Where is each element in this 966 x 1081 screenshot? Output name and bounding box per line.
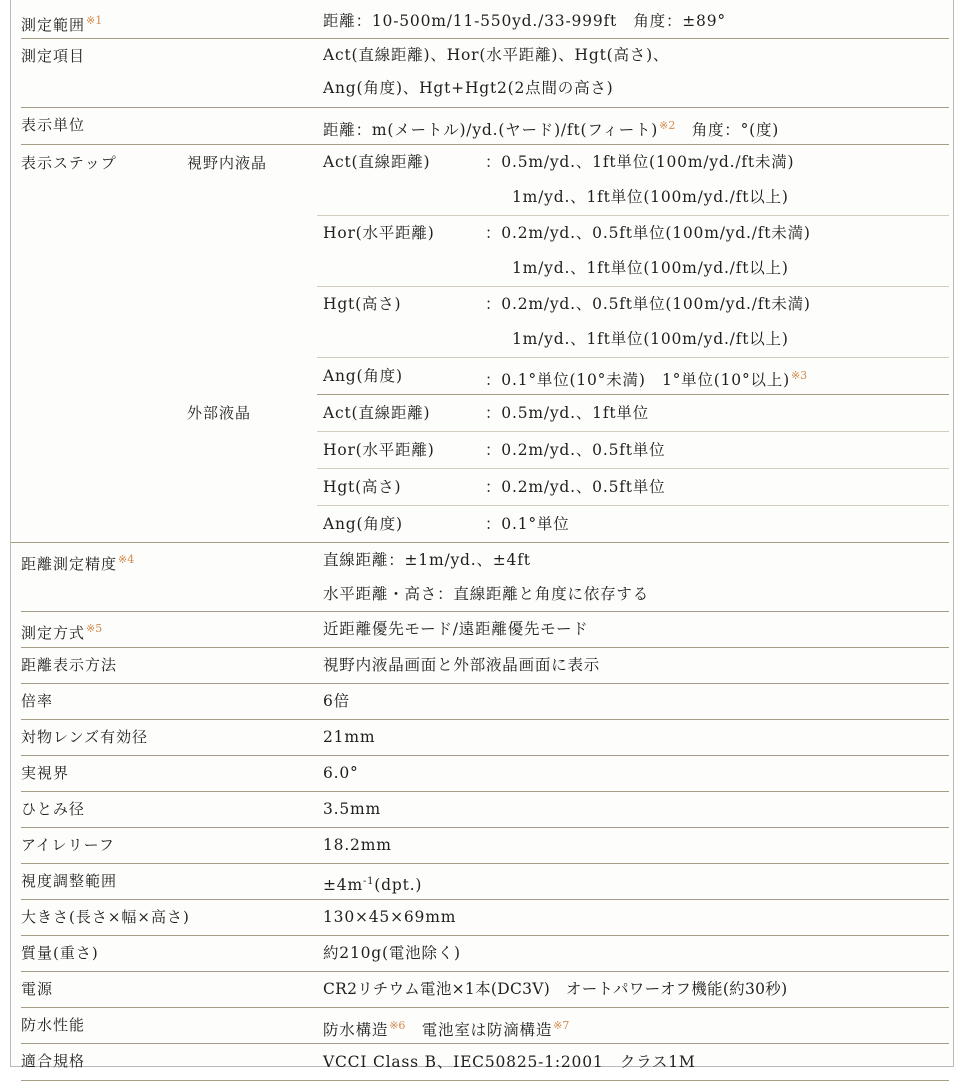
row-label: 表示ステップ xyxy=(21,154,117,172)
spec-row-power xyxy=(21,972,949,1008)
spec-row-weight xyxy=(21,936,949,972)
step-mode: Act(直線距離) xyxy=(323,404,431,422)
step-value-line2: 1m/yd.、1ft単位(100m/yd./ft以上) xyxy=(512,259,789,277)
row-label: アイレリーフ xyxy=(21,836,115,854)
row-label: 防水性能 xyxy=(21,1016,86,1034)
step-item xyxy=(317,287,949,358)
step-value: ：0.1°単位 xyxy=(485,515,570,533)
step-mode: Ang(角度) xyxy=(323,367,403,385)
step-mode: Hgt(高さ) xyxy=(323,295,402,313)
row-label: 電源 xyxy=(21,980,54,998)
spec-row-display-step xyxy=(21,145,949,543)
spec-row-accuracy xyxy=(21,543,949,612)
spec-row-items xyxy=(21,39,949,108)
row-value: 近距離優先モード/遠距離優先モード xyxy=(323,620,589,638)
spec-sheet xyxy=(10,0,954,1071)
step-mode: Ang(角度) xyxy=(323,515,403,533)
spec-table xyxy=(21,4,949,1081)
row-label: 質量(重さ) xyxy=(21,944,99,962)
row-value: CR2リチウム電池×1本(DC3V) オートパワーオフ機能(約30秒) xyxy=(323,980,788,998)
step-mode: Hor(水平距離) xyxy=(323,224,435,242)
spec-row-range xyxy=(21,4,949,39)
spec-row-dimensions xyxy=(21,900,949,936)
row-label: 倍率 xyxy=(21,692,54,710)
row-label: 実視界 xyxy=(21,764,70,782)
step-group-external-lcd: 外部液晶 xyxy=(187,404,252,422)
step-value: ：0.1°単位(10°未満) 1°単位(10°以上)$^{※3}$ xyxy=(485,369,808,389)
spec-row-standards xyxy=(21,1044,949,1081)
spec-row-objective-lens xyxy=(21,720,949,756)
spec-row-diopter xyxy=(21,864,949,900)
step-value: ：0.2m/yd.、0.5ft単位 xyxy=(485,441,666,459)
spec-row-method xyxy=(21,612,949,648)
step-item xyxy=(11,506,949,543)
row-value: 3.5mm xyxy=(323,800,382,818)
row-label: 測定項目 xyxy=(21,47,86,65)
step-value: ：0.2m/yd.、0.5ft単位(100m/yd./ft未満) xyxy=(485,224,811,242)
step-item xyxy=(317,432,949,469)
spec-row-magnification xyxy=(21,684,949,720)
row-value: 距離：10-500m/11-550yd./33-999ft 角度：±89° xyxy=(323,12,726,30)
step-item xyxy=(317,469,949,506)
row-value: 約210g(電池除く) xyxy=(323,944,461,962)
step-value-line2: 1m/yd.、1ft単位(100m/yd./ft以上) xyxy=(512,330,789,348)
step-mode: Hor(水平距離) xyxy=(323,441,435,459)
step-item xyxy=(317,395,949,432)
step-item xyxy=(317,216,949,287)
row-label: 表示単位 xyxy=(21,116,86,134)
row-value: 直線距離：±1m/yd.、±4ft 水平距離・高さ：直線距離と角度に依存する xyxy=(323,551,650,603)
row-value: 6倍 xyxy=(323,692,350,710)
step-mode: Hgt(高さ) xyxy=(323,478,402,496)
step-value: ：0.5m/yd.、1ft単位(100m/yd./ft未満) xyxy=(485,153,795,171)
row-value: 視野内液晶画面と外部液晶画面に表示 xyxy=(323,656,601,674)
step-value: ：0.5m/yd.、1ft単位 xyxy=(485,404,650,422)
row-value: $\pm 4m^{-1}(dpt.)$ xyxy=(323,876,423,894)
step-value: ：0.2m/yd.、0.5ft単位 xyxy=(485,478,666,496)
spec-row-display-method xyxy=(21,648,949,684)
row-value: 距離：m(メートル)/yd.(ヤード)/ft(フィート)$^{※2}$ 角度：°(度) xyxy=(323,119,780,139)
row-label: ひとみ径 xyxy=(21,800,86,818)
step-value: ：0.2m/yd.、0.5ft単位(100m/yd./ft未満) xyxy=(485,295,811,313)
row-value: 18.2mm xyxy=(323,836,392,854)
step-value-line2: 1m/yd.、1ft単位(100m/yd./ft以上) xyxy=(512,188,789,206)
row-label: 対物レンズ有効径 xyxy=(21,728,149,746)
row-value: 130×45×69mm xyxy=(323,908,457,926)
row-label: 測定範囲$^{※1}$ xyxy=(21,14,103,34)
row-label: 視度調整範囲 xyxy=(21,872,118,890)
row-value: 6.0° xyxy=(323,764,359,782)
row-value: 21mm xyxy=(323,728,376,746)
row-value: VCCI Class B、IEC50825-1:2001 クラス1M xyxy=(323,1053,696,1071)
spec-row-units xyxy=(21,108,949,145)
spec-row-exit-pupil xyxy=(21,792,949,828)
step-item xyxy=(317,145,949,216)
row-label: 測定方式$^{※5}$ xyxy=(21,622,103,642)
row-label: 大きさ(長さ×幅×高さ) xyxy=(21,908,190,926)
step-mode: Act(直線距離) xyxy=(323,153,431,171)
row-label: 適合規格 xyxy=(21,1052,86,1070)
row-value: 防水構造$^{※6}$ 電池室は防滴構造$^{※7}$ xyxy=(323,1019,570,1039)
spec-row-field-of-view xyxy=(21,756,949,792)
spec-row-waterproof xyxy=(21,1008,949,1044)
row-label: 距離表示方法 xyxy=(21,656,118,674)
step-group-viewfinder-lcd: 視野内液晶 xyxy=(187,154,268,172)
step-item xyxy=(317,358,949,395)
row-label: 距離測定精度$^{※4}$ xyxy=(21,553,135,573)
spec-row-eye-relief xyxy=(21,828,949,864)
row-value: Act(直線距離)、Hor(水平距離)、Hgt(高さ)、 Ang(角度)、Hgt+Hgt2(2点間の高さ) xyxy=(323,46,670,97)
